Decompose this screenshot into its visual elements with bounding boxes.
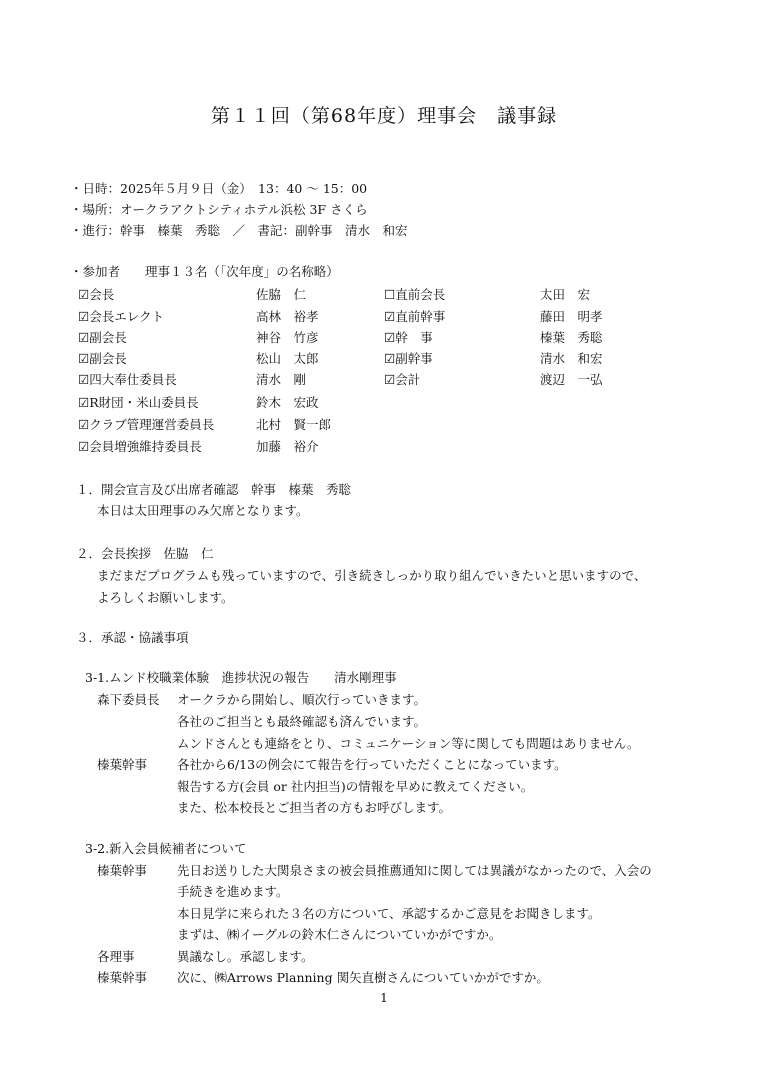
attendee-name: 松山 太郎: [256, 351, 319, 366]
attendance-header: ・参加者 理事１３名（「次年度」の名称略）: [70, 264, 339, 279]
speaker: 森下委員長: [97, 692, 160, 707]
document-title: 第１１回（第68年度）理事会 議事録: [210, 105, 558, 127]
section-heading: １．開会宣言及び出席者確認 幹事 榛葉 秀聡: [76, 482, 352, 497]
statement: 報告する方(会員 or 社内担当)の情報を早めに教えてください。: [177, 779, 534, 794]
attendee-role: ☑R財団・米山委員長: [78, 395, 199, 410]
statement: まずは、㈱イーグルの鈴木仁さんについていかがですか。: [177, 927, 502, 942]
section-heading: ３．承認・協議事項: [76, 630, 189, 645]
section-body: よろしくお願いします。: [97, 590, 234, 605]
attendee-name: 清水 和宏: [540, 351, 603, 366]
statement: 先日お送りした大関泉さまの被会員推薦通知に関しては異議がなかったので、入会の: [177, 863, 652, 878]
section-body: まだまだプログラムも残っていますので、引き続きしっかり取り組んでいきたいと思いますので、: [97, 568, 647, 583]
attendee-role: ☑クラブ管理運営委員長: [78, 417, 215, 432]
attendee-name: 榛葉 秀聡: [540, 330, 603, 345]
statement: 異議なし。承認します。: [177, 949, 314, 964]
page-number: 1: [380, 990, 388, 1005]
attendee-name: 加藤 裕介: [256, 439, 319, 454]
attendee-role: ☑副会長: [78, 351, 127, 366]
statement: 各社のご担当とも最終確認も済んでいます。: [177, 714, 427, 729]
meta-datetime: ・日時：2025年５月９日（金） 13：40 〜 15：00: [70, 181, 368, 196]
attendee-role: ☑副幹事: [384, 351, 433, 366]
statement: 各社から6/13の例会にて報告を行っていただくことになっています。: [177, 757, 567, 772]
attendee-role: ☑会長: [78, 287, 115, 302]
attendee-role: ☑会員増強維持委員長: [78, 439, 202, 454]
attendee-name: 北村 賢一郎: [256, 417, 332, 432]
speaker: 榛葉幹事: [97, 970, 148, 985]
attendee-role: ☐直前会長: [384, 287, 446, 302]
attendee-name: 清水 剛: [256, 372, 307, 387]
statement: また、松本校長とご担当者の方もお呼びします。: [177, 800, 452, 815]
attendee-role: ☑直前幹事: [384, 309, 446, 324]
attendee-name: 渡辺 一弘: [540, 372, 603, 387]
attendee-role: ☑四大奉仕委員長: [78, 372, 177, 387]
item-heading: 3-2.新入会員候補者について: [85, 841, 247, 856]
section-heading: ２．会長挨拶 佐脇 仁: [76, 546, 214, 561]
statement: オークラから開始し、順次行っていきます。: [177, 692, 427, 707]
attendee-role: ☑会長エレクト: [78, 309, 164, 324]
meta-staff: ・進行：幹事 榛葉 秀聡 ／ 書記：副幹事 清水 和宏: [70, 223, 408, 238]
attendee-name: 鈴木 宏政: [256, 395, 319, 410]
item-heading: 3-1.ムンド校職業体験 進捗状況の報告 清水剛理事: [85, 670, 397, 685]
statement: 本日見学に来られた３名の方について、承認するかご意見をお聞きします。: [177, 906, 601, 921]
statement: 手続きを進めます。: [177, 884, 289, 899]
attendee-name: 佐脇 仁: [256, 287, 307, 302]
attendee-role: ☑幹 事: [384, 330, 433, 345]
attendee-name: 藤田 明孝: [540, 309, 603, 324]
section-body: 本日は太田理事のみ欠席となります。: [97, 503, 309, 518]
statement: 次に、㈱Arrows Planning 関矢直樹さんについていかがですか。: [177, 970, 549, 985]
attendee-role: ☑会計: [384, 372, 421, 387]
attendee-role: ☑副会長: [78, 330, 127, 345]
speaker: 榛葉幹事: [97, 863, 148, 878]
speaker: 榛葉幹事: [97, 757, 148, 772]
attendee-name: 神谷 竹彦: [256, 330, 319, 345]
speaker: 各理事: [97, 949, 135, 964]
statement: ムンドさんとも連絡をとり、コミュニケーション等に関しても問題はありません。: [177, 736, 640, 751]
attendee-name: 高林 裕孝: [256, 309, 319, 324]
attendee-name: 太田 宏: [540, 287, 591, 302]
meta-place: ・場所：オークラアクトシティホテル浜松 3F さくら: [70, 202, 368, 217]
